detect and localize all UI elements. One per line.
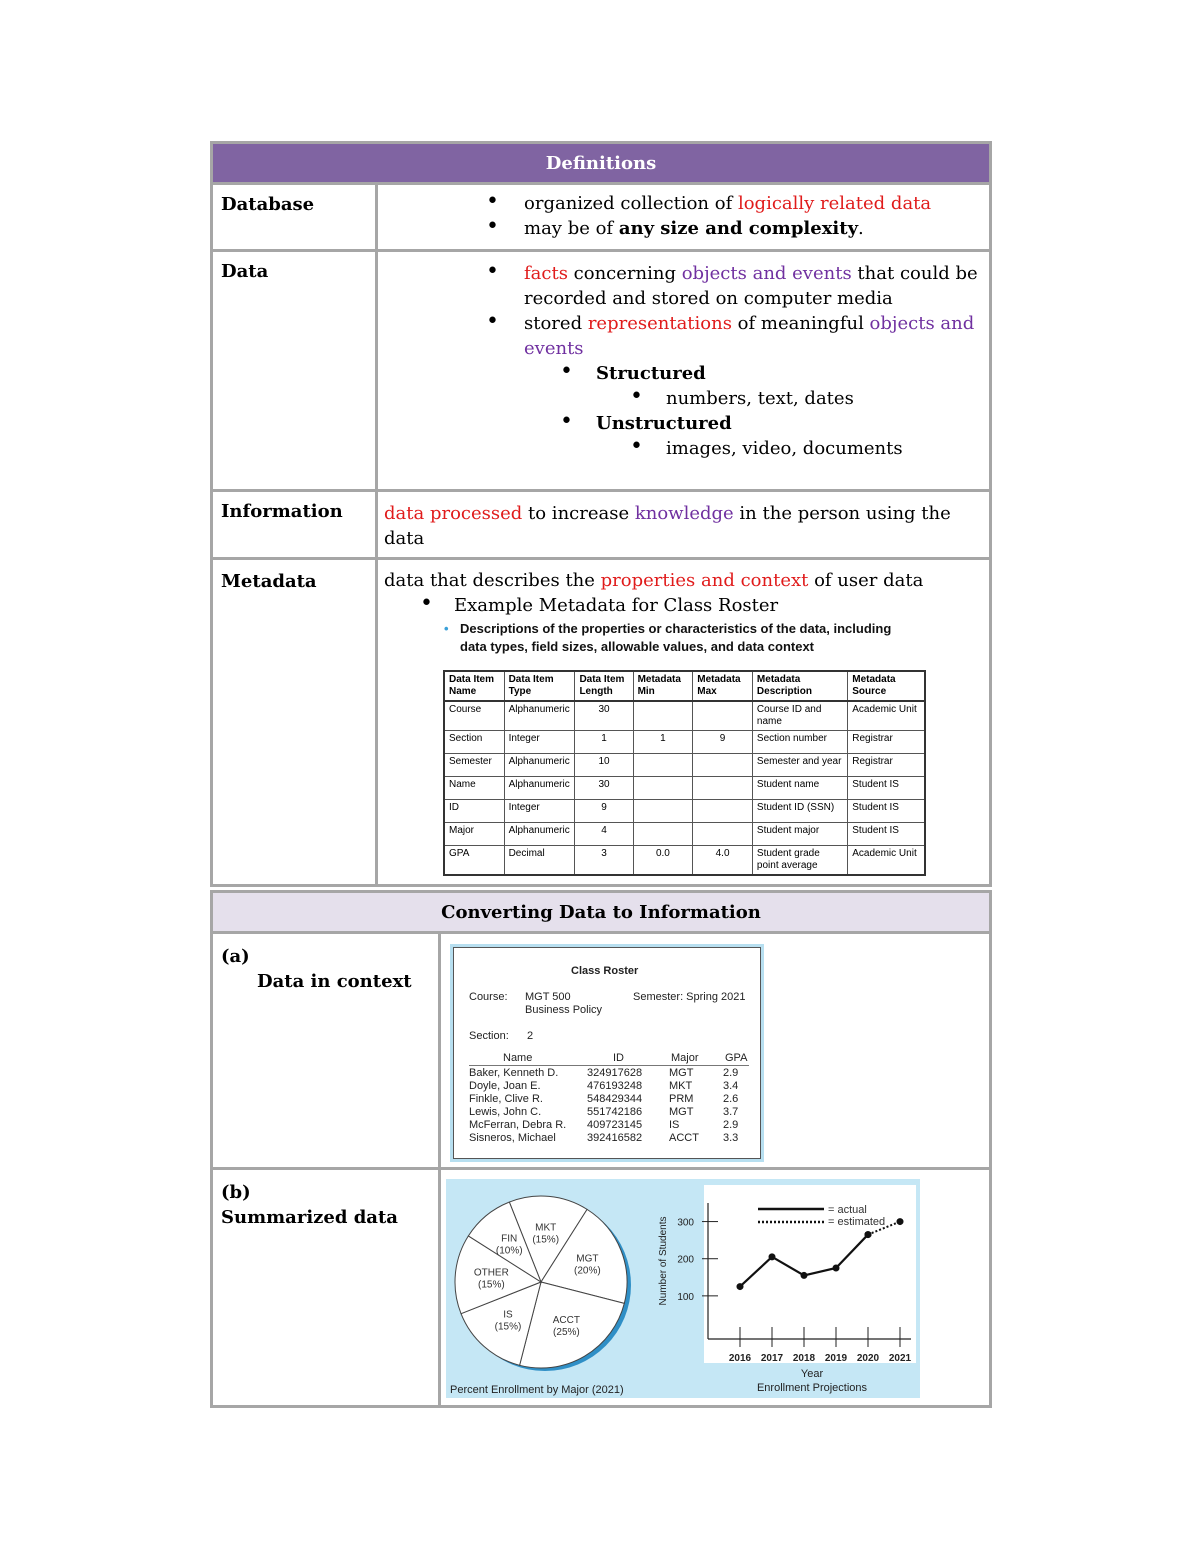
metadata-cell: Student name <box>752 777 847 800</box>
roster-cell: Baker, Kenneth D. <box>469 1067 559 1079</box>
summary-charts <box>446 1179 920 1398</box>
metadata-cell: Student IS <box>848 823 925 846</box>
roster-cell: Lewis, John C. <box>469 1106 542 1118</box>
y-tick-label: 200 <box>677 1254 694 1266</box>
data-point-estimated <box>865 1231 872 1238</box>
roster-cell: 551742186 <box>587 1106 643 1118</box>
data-point-actual <box>801 1272 808 1279</box>
line-chart-title: Enrollment Projections <box>756 1382 868 1394</box>
x-tick-label: 2016 <box>728 1353 752 1364</box>
roster-cell: MGT <box>669 1067 694 1079</box>
converting-header: Converting Data to Information <box>212 892 991 933</box>
pie-label: IS <box>503 1309 513 1321</box>
metadata-cell: Course <box>444 701 504 731</box>
pie-label: ACCT <box>552 1314 581 1326</box>
unstructured-item: • Unstructured <box>596 411 983 436</box>
metadata-cell: Student grade point average <box>752 846 847 876</box>
metadata-definition: data that describes the properties and context of user data <box>384 570 924 591</box>
metadata-cell: Registrar <box>848 754 925 777</box>
database-bullet-1: • organized collection of logically related data <box>524 191 983 216</box>
metadata-cell: Student major <box>752 823 847 846</box>
structured-item: • Structured <box>596 361 983 386</box>
unstructured-examples: • images, video, documents <box>666 436 983 461</box>
metadata-col-header: Data Item Name <box>444 671 504 701</box>
roster-course-label: Course: <box>469 991 508 1003</box>
metadata-cell: GPA <box>444 846 504 876</box>
metadata-cell: Semester <box>444 754 504 777</box>
metadata-cell: Student ID (SSN) <box>752 800 847 823</box>
roster-course-name: Business Policy <box>525 1004 603 1016</box>
metadata-cell: Section number <box>752 731 847 754</box>
metadata-cell: Decimal <box>504 846 575 876</box>
roster-cell: 2.9 <box>723 1067 739 1079</box>
metadata-cell: 4.0 <box>693 846 753 876</box>
y-axis-label: Number of Students <box>658 1216 669 1306</box>
pie-label: (15%) <box>532 1234 560 1246</box>
metadata-cell <box>633 800 693 823</box>
definitions-header: Definitions <box>212 143 991 184</box>
metadata-table <box>443 670 926 876</box>
roster-cell: Sisneros, Michael <box>469 1132 556 1144</box>
x-tick-label: 2019 <box>824 1353 848 1364</box>
x-tick-label: 2020 <box>856 1353 880 1364</box>
roster-cell: PRM <box>669 1093 694 1105</box>
data-in-context-title: Data in context <box>257 971 412 992</box>
roster-cell: McFerran, Debra R. <box>469 1119 567 1131</box>
data-point-actual <box>833 1265 840 1272</box>
roster-cell: 3.4 <box>723 1080 739 1092</box>
roster-cell: 2.6 <box>723 1093 739 1105</box>
metadata-cell: Integer <box>504 800 575 823</box>
roster-cell: 324917628 <box>587 1067 643 1079</box>
metadata-description: • Descriptions of the properties or characteristics of the data, including data types, field sizes, allowable values, and data context <box>460 620 920 656</box>
metadata-col-header: Data Item Type <box>504 671 575 701</box>
def-information: data processed to increase knowledge in the person using the data <box>377 491 991 559</box>
structured-examples: • numbers, text, dates <box>666 386 983 411</box>
metadata-row <box>444 701 925 731</box>
metadata-cell: Integer <box>504 731 575 754</box>
metadata-cell: 1 <box>633 731 693 754</box>
metadata-cell <box>693 800 753 823</box>
data-point-actual <box>737 1283 744 1290</box>
pie-label: MKT <box>535 1222 557 1234</box>
roster-section-value: 2 <box>527 1030 534 1042</box>
metadata-cell: 0.0 <box>633 846 693 876</box>
metadata-cell: 3 <box>575 846 633 876</box>
line-chart <box>446 1179 920 1398</box>
metadata-cell: ID <box>444 800 504 823</box>
pie-label: (15%) <box>477 1279 505 1291</box>
label-b: (b) <box>221 1182 251 1203</box>
metadata-cell: Alphanumeric <box>504 701 575 731</box>
metadata-cell <box>693 823 753 846</box>
metadata-row <box>444 846 925 876</box>
def-database <box>377 184 991 251</box>
x-axis-label: Year <box>800 1368 824 1380</box>
metadata-row <box>444 823 925 846</box>
roster-cell: 3.3 <box>723 1132 739 1144</box>
roster-col-header: Name <box>503 1052 533 1064</box>
def-data <box>377 251 991 491</box>
roster-col-header: ID <box>613 1052 624 1064</box>
roster-cell: IS <box>669 1119 680 1131</box>
y-tick-label: 300 <box>677 1217 694 1229</box>
metadata-cell <box>633 701 693 731</box>
metadata-cell: 9 <box>575 800 633 823</box>
metadata-cell <box>633 823 693 846</box>
metadata-cell <box>693 701 753 731</box>
roster-col-header: GPA <box>725 1052 748 1064</box>
metadata-cell: 9 <box>693 731 753 754</box>
pie-title: Percent Enrollment by Major (2021) <box>450 1384 624 1396</box>
metadata-cell: 30 <box>575 777 633 800</box>
metadata-cell <box>693 754 753 777</box>
metadata-cell: Section <box>444 731 504 754</box>
metadata-row <box>444 800 925 823</box>
term-data: Data <box>212 251 377 491</box>
roster-header-rule <box>469 1065 749 1066</box>
metadata-cell <box>633 777 693 800</box>
data-bullet-1: • facts concerning objects and events that could be recorded and stored on computer media <box>524 261 983 311</box>
metadata-cell: Alphanumeric <box>504 777 575 800</box>
metadata-cell: 4 <box>575 823 633 846</box>
metadata-cell: Alphanumeric <box>504 754 575 777</box>
cell-summarized-data <box>212 1169 440 1407</box>
class-roster <box>450 944 764 1162</box>
metadata-col-header: Data Item Length <box>575 671 633 701</box>
pie-label: (25%) <box>553 1326 580 1338</box>
metadata-cell: Name <box>444 777 504 800</box>
roster-col-header: Major <box>671 1052 699 1064</box>
term-information: Information <box>212 491 377 559</box>
roster-cell: 409723145 <box>587 1119 643 1131</box>
metadata-cell: Major <box>444 823 504 846</box>
roster-cell: Finkle, Clive R. <box>469 1093 543 1105</box>
metadata-cell: Course ID and name <box>752 701 847 731</box>
pie-label: MGT <box>576 1253 599 1265</box>
metadata-cell: Registrar <box>848 731 925 754</box>
metadata-cell: Semester and year <box>752 754 847 777</box>
pie-label: (15%) <box>494 1321 522 1333</box>
def-metadata <box>377 559 991 886</box>
metadata-cell <box>693 777 753 800</box>
roster-cell: 2.9 <box>723 1119 739 1131</box>
term-database: Database <box>212 184 377 251</box>
data-point-estimated <box>897 1218 904 1225</box>
roster-cell: Doyle, Joan E. <box>469 1080 541 1092</box>
x-tick-label: 2017 <box>760 1353 784 1364</box>
metadata-cell: Student IS <box>848 800 925 823</box>
label-a: (a) <box>221 946 250 967</box>
database-bullet-2: • may be of any size and complexity. <box>524 216 983 241</box>
x-tick-label: 2018 <box>792 1353 816 1364</box>
pie-label: (10%) <box>495 1245 523 1257</box>
roster-semester: Semester: Spring 2021 <box>633 991 746 1003</box>
x-tick-label: 2021 <box>888 1353 912 1364</box>
legend-label: = estimated <box>828 1216 886 1228</box>
metadata-cell: 30 <box>575 701 633 731</box>
pie-label: OTHER <box>473 1267 509 1279</box>
term-metadata: Metadata <box>212 559 377 886</box>
roster-cell: 548429344 <box>587 1093 643 1105</box>
metadata-cell: Student IS <box>848 777 925 800</box>
metadata-row <box>444 731 925 754</box>
roster-cell: MKT <box>669 1080 693 1092</box>
y-tick-label: 100 <box>677 1291 694 1303</box>
metadata-cell: 1 <box>575 731 633 754</box>
roster-section-label: Section: <box>469 1030 509 1042</box>
roster-cell: 3.7 <box>723 1106 739 1118</box>
metadata-row <box>444 777 925 800</box>
data-bullet-2: • stored representations of meaningful objects and events <box>524 311 983 361</box>
data-point-actual <box>769 1253 776 1260</box>
metadata-example: • Example Metadata for Class Roster <box>454 593 983 618</box>
metadata-col-header: Metadata Max <box>693 671 753 701</box>
metadata-col-header: Metadata Min <box>633 671 693 701</box>
cell-data-in-context <box>212 933 440 1169</box>
metadata-cell: Alphanumeric <box>504 823 575 846</box>
metadata-row <box>444 754 925 777</box>
pie-label: FIN <box>501 1233 518 1245</box>
legend-label: = actual <box>828 1204 867 1216</box>
summarized-data-title: Summarized data <box>221 1207 398 1228</box>
roster-cell: 476193248 <box>587 1080 643 1092</box>
pie-label: (20%) <box>574 1265 601 1277</box>
roster-course-value: MGT 500 <box>525 991 571 1003</box>
metadata-cell <box>633 754 693 777</box>
definitions-table <box>210 141 992 887</box>
metadata-col-header: Metadata Description <box>752 671 847 701</box>
roster-cell: MGT <box>669 1106 694 1118</box>
metadata-cell: Academic Unit <box>848 846 925 876</box>
metadata-col-header: Metadata Source <box>848 671 925 701</box>
roster-cell: ACCT <box>669 1132 699 1144</box>
roster-title: Class Roster <box>571 965 639 977</box>
roster-cell: 392416582 <box>587 1132 643 1144</box>
metadata-cell: 10 <box>575 754 633 777</box>
metadata-cell: Academic Unit <box>848 701 925 731</box>
